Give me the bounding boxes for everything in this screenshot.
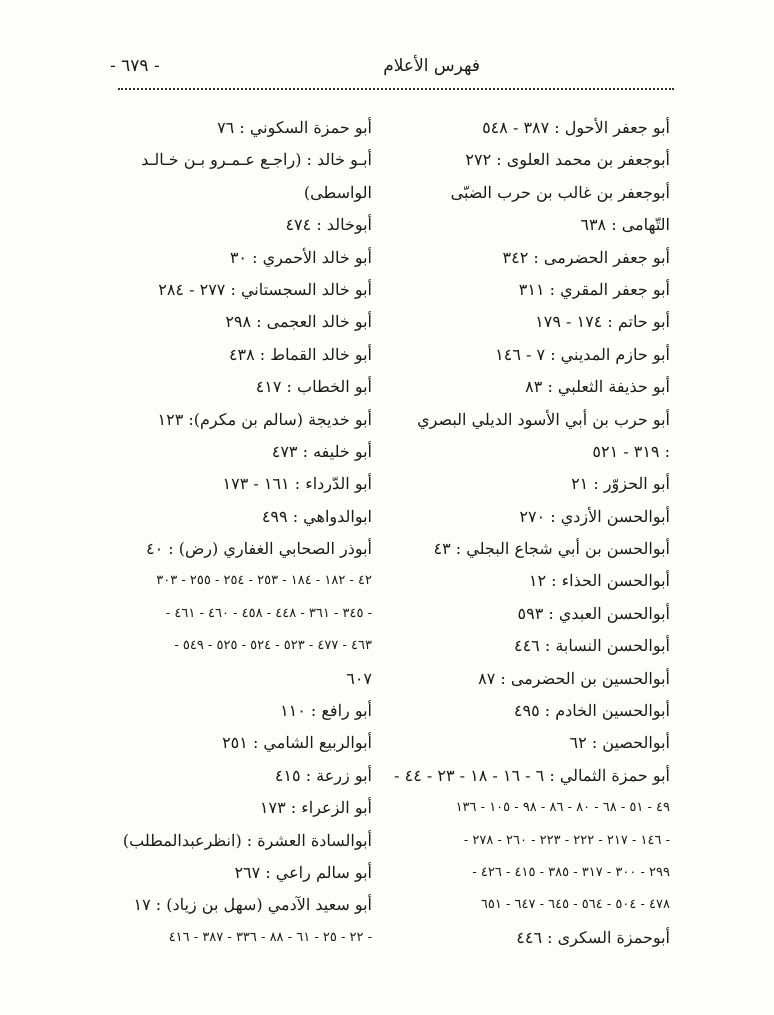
- index-entry: أبو خالد الأحمري : ٣٠: [229, 247, 372, 267]
- index-entry: - ٢٢ - ٢٥ - ٦١ - ٨٨ - ٣٣٦ - ٣٨٧ - ٤١٦: [168, 929, 372, 945]
- index-entry: أبوجعفر بن محمد العلوى : ٢٧٢: [465, 150, 670, 170]
- index-entry: أبو جعفر المقري : ٣١١: [518, 279, 670, 299]
- index-entry: ابوالدواهي : ٤٩٩: [261, 506, 372, 526]
- index-entry: أبو حرب بن أبي الأسود الديلي البصري: [417, 409, 670, 429]
- index-entry: الواسطى): [303, 182, 372, 202]
- index-entry: أبوالحسن العبدي : ٥٩٣: [517, 603, 670, 623]
- index-entry: أبو رافع : ١١٠: [280, 701, 372, 721]
- index-entry: أبو سالم راعي : ٢٦٧: [234, 862, 372, 882]
- index-entry: ٢٩٩ - ٣٠٠ - ٣١٧ - ٣٨٥ - ٤١٥ - ٤٢٦ -: [472, 864, 670, 880]
- index-entry: أبوالسادة العشرة : (انظرعبدالمطلب): [122, 830, 372, 850]
- index-entry: أبو خديجة (سالم بن مكرم): ١٢٣: [157, 409, 372, 429]
- index-entry: ٤٦٣ - ٤٧٧ - ٥٢٣ - ٥٢٤ - ٥٢٥ - ٥٤٩ -: [174, 638, 372, 654]
- index-entry: أبو خالد القماط : ٤٣٨: [228, 344, 372, 364]
- index-entry: أبوالحسين الخادم : ٤٩٥: [513, 701, 670, 721]
- index-entry: ٤٧٨ - ٥٠٤ - ٥٦٤ - ٦٤٥ - ٦٤٧ - ٦٥١: [480, 897, 670, 913]
- index-entry: أبوجعفر بن غالب بن حرب الضبّى: [450, 182, 670, 202]
- index-entry: : ٣١٩ - ٥٢١: [592, 441, 670, 461]
- index-entry: أبوالربيع الشامي : ٢٥١: [222, 733, 372, 753]
- index-entry: ٤٩ - ٥١ - ٦٨ - ٨٠ - ٨٦ - ٩٨ - ١٠٥ - ١٣٦: [455, 800, 670, 816]
- index-entry: أبو جعفر الحضرمى : ٣٤٢: [502, 247, 670, 267]
- index-entry: أبوذر الصحابي الغفاري (رض) : ٤٠: [145, 539, 372, 559]
- index-entry: أبوالحسن الحذاء : ١٢: [528, 571, 670, 591]
- index-entry: أبوالحسن الأزدي : ٢٧٠: [519, 506, 670, 526]
- index-entry: أبو خالد السجستاني : ٢٧٧ - ٢٨٤: [158, 279, 372, 299]
- index-entry: أبو الزعراء : ١٧٣: [259, 798, 372, 818]
- page-title: فهرس الأعلام: [383, 56, 480, 76]
- index-entry: أبو حذيفة الثعلبي : ٨٣: [525, 377, 670, 397]
- index-column-right: [394, 112, 670, 954]
- index-entry: أبو حمزة السكوني : ٧٦: [217, 118, 372, 137]
- index-entry: أبو الخطاب : ٤١٧: [255, 377, 372, 397]
- index-entry: أبو حازم المديني : ٧ - ١٤٦: [495, 344, 670, 364]
- index-entry: أبو خليفه : ٤٧٣: [271, 441, 372, 461]
- index-entry: أبو جعفر الأحول : ٣٨٧ - ٥٤٨: [482, 118, 670, 137]
- index-entry: أبوحمزة السكرى : ٤٤٦: [516, 927, 670, 947]
- index-entry: أبو خالد العجمى : ٢٩٨: [225, 312, 372, 332]
- index-entry: التّهامى : ٦٣٨: [580, 215, 670, 235]
- index-entry: أبو زرعة : ٤١٥: [274, 765, 372, 785]
- index-entry: أبوالحسن النسابة : ٤٤٦: [513, 636, 670, 656]
- index-entry: أبو حاتم : ١٧٤ - ١٧٩: [535, 312, 670, 332]
- index-entry: أبو حمزة الثمالي : ٦ - ١٦ - ١٨ - ٢٣ - ٤٤ -: [394, 765, 670, 785]
- index-entry: أبـو خالد : (راجـع عـمـرو بـن خـالـد: [141, 150, 372, 170]
- index-entry: - ٣٤٥ - ٣٦١ - ٤٤٨ - ٤٥٨ - ٤٦٠ - ٤٦١ -: [165, 605, 372, 621]
- index-entry: أبو الدّرداء : ١٦١ - ١٧٣: [222, 474, 372, 494]
- index-entry: أبوالحسين بن الحضرمى : ٨٧: [478, 668, 670, 688]
- index-entry: أبوالحصين : ٦٢: [569, 733, 670, 753]
- index-entry: ٤٢ - ١٨٢ - ١٨٤ - ٢٥٣ - ٢٥٤ - ٢٥٥ - ٣٠٣: [156, 573, 372, 589]
- dotted-divider: [118, 88, 674, 90]
- index-entry: أبوخالد : ٤٧٤: [285, 215, 372, 235]
- index-entry: ٦٠٧: [346, 668, 372, 688]
- index-entry: أبو الحزوّر : ٢١: [571, 474, 670, 494]
- page-header: [110, 56, 670, 86]
- index-entry: - ١٤٦ - ٢١٧ - ٢٢٢ - ٢٢٣ - ٢٦٠ - ٢٧٨ -: [463, 832, 670, 848]
- page-number: - ٦٧٩ -: [110, 56, 160, 76]
- index-entry: أبوالحسن بن أبي شجاع البجلي : ٤٣: [433, 539, 670, 559]
- index-entry: أبو سعيد الآدمي (سهل بن زياد) : ١٧: [133, 895, 372, 915]
- index-column-left: [110, 112, 372, 954]
